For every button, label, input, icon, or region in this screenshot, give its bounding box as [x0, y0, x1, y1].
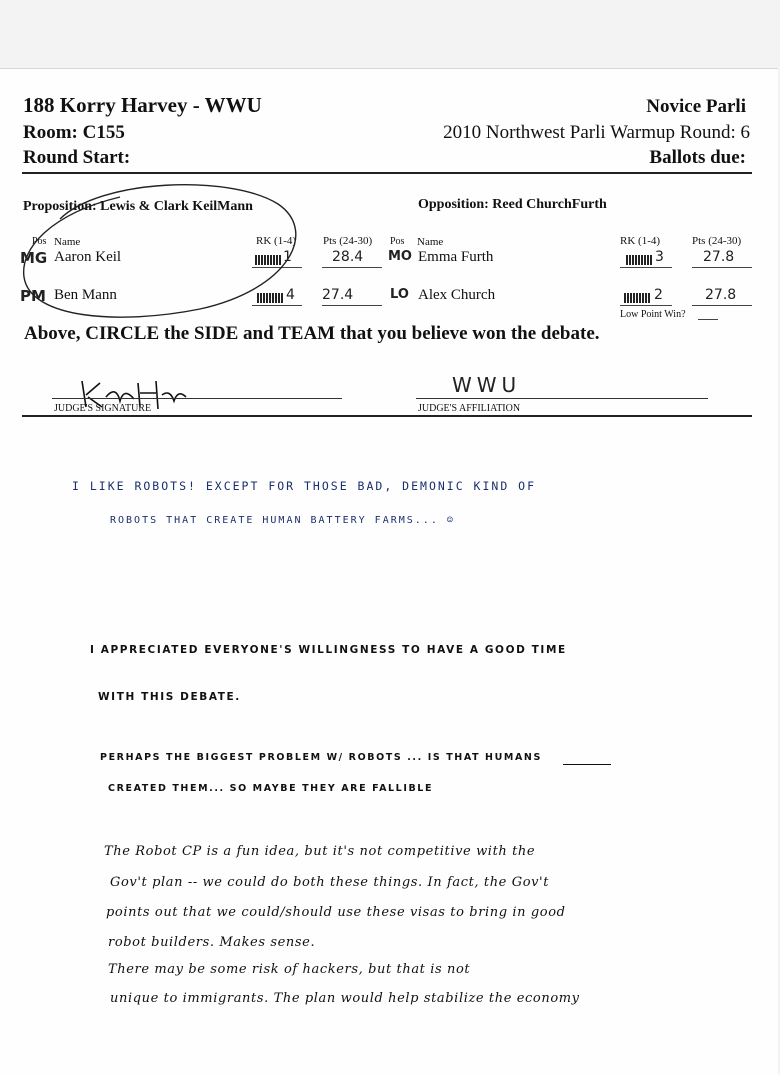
- opp-speaker-2-name: Alex Church: [418, 287, 496, 303]
- prop-points-header: Pts (24-30): [323, 235, 373, 247]
- low-point-win-label: Low Point Win?: [620, 309, 686, 320]
- judge-affiliation-line: [416, 398, 708, 399]
- opp-speaker-1-name: Emma Furth: [418, 249, 494, 265]
- prop-speaker-2-points-line: [322, 305, 382, 306]
- comment-script-line-5: There may be some risk of hackers, but that is not: [108, 962, 471, 977]
- opp-speaker-1-rank: 3: [655, 249, 664, 265]
- prop-speaker-1-rank: 1: [283, 249, 292, 265]
- ballots-due: Ballots due:: [649, 147, 746, 168]
- prop-speaker-2-points: 27.4: [322, 287, 354, 303]
- round-start: Round Start:: [23, 147, 131, 168]
- prop-speaker-2-rank: 4: [286, 287, 295, 303]
- comment-blue-line-2: ROBOTS THAT CREATE HUMAN BATTERY FARMS... ☺: [110, 515, 455, 526]
- opp-pos-header: Pos: [390, 236, 405, 247]
- opp-speaker-2-points-line: [692, 305, 752, 306]
- prop-name-header: Name: [54, 236, 81, 248]
- prop-speaker-1-points-line: [322, 267, 382, 268]
- comment-black-line-4: CREATED THEM... SO MAYBE THEY ARE FALLIBLE: [108, 783, 434, 794]
- comment-black-line-2: WITH THIS DEBATE.: [98, 691, 241, 703]
- opp-speaker-2-rank-line: [620, 305, 672, 306]
- comment-script-line-2: Gov't plan -- we could do both these things. In fact, the Gov't: [110, 875, 550, 890]
- tournament-round: 2010 Northwest Parli Warmup Round: 6: [443, 122, 750, 143]
- proposition-label: Proposition: Lewis & Clark KeilMann: [23, 199, 253, 214]
- prop-speaker-2-name: Ben Mann: [54, 287, 117, 303]
- judge-affiliation-value: WWU: [452, 373, 522, 397]
- opposition-label: Opposition: Reed ChurchFurth: [418, 197, 607, 212]
- opp-speaker-1-points: 27.8: [703, 249, 735, 265]
- judge-signature-line: [52, 398, 342, 399]
- winner-circle: [0, 159, 320, 339]
- division: Novice Parli: [646, 96, 746, 117]
- opp-rank-header: RK (1-4): [620, 235, 661, 247]
- prop-speaker-1-points: 28.4: [332, 249, 364, 265]
- circle-instruction: Above, CIRCLE the SIDE and TEAM that you believe won the debate.: [24, 323, 600, 344]
- prop-speaker-1-name: Aaron Keil: [54, 249, 122, 265]
- comment-black-line-1: I APPRECIATED EVERYONE'S WILLINGNESS TO HAVE A GOOD TIME: [90, 644, 567, 656]
- opp-speaker-1-points-line: [692, 267, 752, 268]
- opp-speaker-1-pos: MO: [388, 249, 412, 264]
- judge-signature-label: JUDGE'S SIGNATURE: [54, 403, 152, 414]
- prop-pos-header: Pos: [32, 236, 47, 247]
- prop-speaker-2-pos: PM: [20, 287, 46, 305]
- comment-script-line-1: The Robot CP is a fun idea, but it's not competitive with the: [104, 844, 536, 859]
- prop-speaker-1-pos: MG: [20, 249, 48, 267]
- ballot-sheet: [0, 68, 778, 1075]
- opp-points-header: Pts (24-30): [692, 235, 742, 247]
- comment-black-line-3: PERHAPS THE BIGGEST PROBLEM W/ ROBOTS ... IS THAT HUMANS: [100, 752, 542, 763]
- comment-script-line-6: unique to immigrants. The plan would help stabilize the economy: [110, 991, 580, 1006]
- comment-script-line-3: points out that we could/should use these visas to bring in good: [106, 905, 566, 920]
- low-point-win-line: [698, 319, 718, 320]
- comment-blue-line-1: I LIKE ROBOTS! EXCEPT FOR THOSE BAD, DEMONIC KIND OF: [72, 479, 537, 493]
- opp-speaker-2-rank: 2: [654, 287, 663, 303]
- signature-divider: [22, 415, 752, 417]
- judge-affiliation-label: JUDGE'S AFFILIATION: [418, 403, 521, 414]
- prop-rank-header: RK (1-4): [256, 235, 297, 247]
- opp-speaker-1-rank-line: [620, 267, 672, 268]
- comment-script-line-4: robot builders. Makes sense.: [108, 935, 316, 950]
- humans-underline: [563, 764, 611, 765]
- opp-speaker-2-points: 27.8: [705, 287, 737, 303]
- judge-name: 188 Korry Harvey - WWU: [23, 93, 262, 117]
- opp-name-header: Name: [417, 236, 444, 248]
- room: Room: C155: [23, 122, 125, 143]
- opp-speaker-2-pos: LO: [390, 287, 409, 302]
